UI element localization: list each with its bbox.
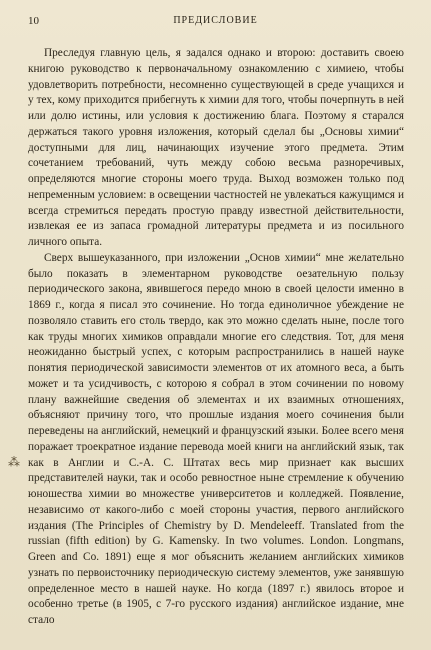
paragraph: Сверх вышеуказанного, при изложении „Основ химии“ мне желательно было показать в элементарном руководстве оезательную пользу периодического закона, явившегося передо мною в своей целости именно в 1869 г., когда я писал это сочинение. Но тогда единоличное убеждение не позволяло ставить его столь твердо, как это можно сделать ныне, после того как труды многих химиков оправдали многие его следствия. Тот, для меня неожиданно быстрый успех, с которым распространились в нашей науке понятия периодической зависимости элементов от их атомного веса, а быть может и та усидчивость, с которою я собрал в этом сочинении по новому плану важнейшие сведения об элементах и их взаимных отношениях, объясняют причину того, что прошлые издания моего сочинения были переведены на английский, немецкий и французский языки. Более всего меня поражает троекратное издание перевода моей книги на английский язык, так как в Англии и С.-А. С. Штатах весь мир признает как высших представителей науки, так и особо ревностное ныне стремление к обучению юношества химии во множестве университетов и колледжей. Появление, независимо от какого-либо с моей стороны участия, первого английского издания (The Principles of Chemistry by D. Mendeleeff. Translated from the russian (fifth edition) by G. Kamensky. In two volumes. London. Longmans, Green and Co. 1891) еще я мог объяснить желанием английских химиков узнать по первоисточнику периодическую систему элементов, уже занявшую определенное место в нашей науке. Но когда (1897 г.) явилось второе и особенно третье (в 1905, с 7-го русского издания) английское издание, мне стало <box>28 251 404 626</box>
running-head: ПРЕДИСЛОВИЕ <box>173 15 258 26</box>
body-text <box>28 46 404 629</box>
page-number: 10 <box>28 15 39 27</box>
page-header <box>28 15 403 29</box>
paragraph: Преследуя главную цель, я задался однако и второю: доставить своею книгою руководство к первоначальному ознакомлению с химиею, чтобы удовлетворить потребности, несомненно существующей в среде учащихся и у тех, кому приходится прибегнуть к химии для того, чтобы почерпнуть в ней или долю истины, или условия к достижению блага. Поэтому я старался держаться такого уровня изложения, который сделал бы „Основы химии“ доступными для лиц, начинающих изучение этого предмета. Этим сочетанием требований, чуть между собою весьма разноречивых, определяются многие стороны моего труда. Выход возможен только под непременным условием: в освещении частностей не увлекаться кажущимся и всегда стремиться передать простую правду известной действительности, извлекая ее из запаса громадной литературы предмета и из посильного личного опыта. <box>28 47 404 248</box>
margin-mark-icon: ⁂ <box>8 455 20 469</box>
